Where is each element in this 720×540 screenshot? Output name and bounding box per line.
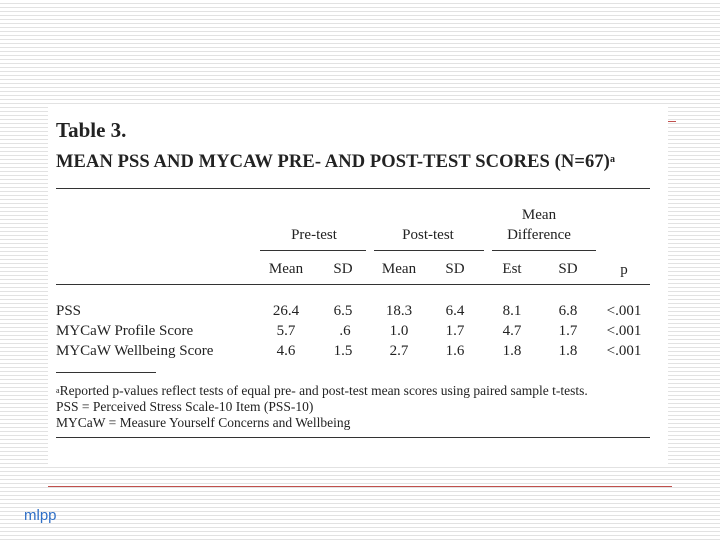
header-pre-test: Pre-test (291, 227, 337, 243)
top-rule (56, 188, 650, 189)
bottom-rule (56, 437, 650, 438)
table-cell: 18.3 (385, 303, 413, 319)
col-header-p: p (620, 262, 628, 278)
row-label: MYCaW Wellbeing Score (56, 343, 214, 359)
table-panel (48, 104, 668, 466)
table-cell: 1.0 (389, 323, 409, 339)
table-caption-text: MEAN PSS AND MYCAW PRE- AND POST-TEST SCORES (N=67) (56, 152, 610, 172)
table-cell: 6.8 (558, 303, 578, 319)
table-cell: 1.8 (502, 343, 522, 359)
footnote-mycaw: MYCaW = Measure Yourself Concerns and Wellbeing (56, 415, 351, 430)
footer-label: mlpp (24, 507, 57, 524)
table-cell: 4.7 (502, 323, 522, 339)
header-rule (56, 284, 650, 285)
group-rule-diff (492, 250, 596, 251)
footer-divider (48, 486, 672, 487)
col-header-diff-sd: SD (558, 261, 578, 277)
table-cell: 8.1 (502, 303, 522, 319)
p-value-cell: <.001 (606, 323, 642, 339)
header-post-test: Post-test (402, 227, 454, 243)
header-mean-diff-line1: Mean (521, 207, 557, 223)
col-header-pre-mean: Mean (268, 261, 304, 277)
col-header-pre-sd: SD (333, 261, 353, 277)
table-cell: 1.6 (445, 343, 465, 359)
col-header-post-sd: SD (445, 261, 465, 277)
table-cell: 4.6 (276, 343, 296, 359)
table-cell: 2.7 (389, 343, 409, 359)
group-rule-pre (260, 250, 366, 251)
p-value-cell: <.001 (606, 303, 642, 319)
table-cell: 6.4 (445, 303, 465, 319)
table-cell: 1.7 (445, 323, 465, 339)
table-title: Table 3. (56, 118, 127, 142)
table-cell: 26.4 (272, 303, 300, 319)
footnote-a-text: Reported p-values reflect tests of equal pre- and post-test mean scores using paired sample t-tests. (59, 383, 588, 398)
footnote-pss: PSS = Perceived Stress Scale-10 Item (PSS-10) (56, 399, 314, 414)
group-rule-post (374, 250, 484, 251)
row-label: MYCaW Profile Score (56, 323, 194, 339)
table-cell: 1.8 (558, 343, 578, 359)
header-mean-diff-line2: Difference (507, 227, 571, 243)
footnote-rule (56, 372, 156, 373)
table-cell: 1.7 (558, 323, 578, 339)
p-value-cell: <.001 (606, 343, 642, 359)
table-cell: .6 (339, 323, 351, 339)
footnote-a (56, 382, 588, 399)
table-cell: 6.5 (333, 303, 353, 319)
table-cell: 5.7 (276, 323, 296, 339)
table-cell: 1.5 (333, 343, 353, 359)
table-caption (56, 152, 615, 173)
row-label: PSS (56, 303, 82, 319)
col-header-diff-est: Est (502, 261, 522, 277)
accent-tick (667, 121, 676, 122)
caption-footnote-marker: a (609, 154, 616, 165)
col-header-post-mean: Mean (381, 261, 417, 277)
footnote-marker: a (56, 386, 60, 395)
